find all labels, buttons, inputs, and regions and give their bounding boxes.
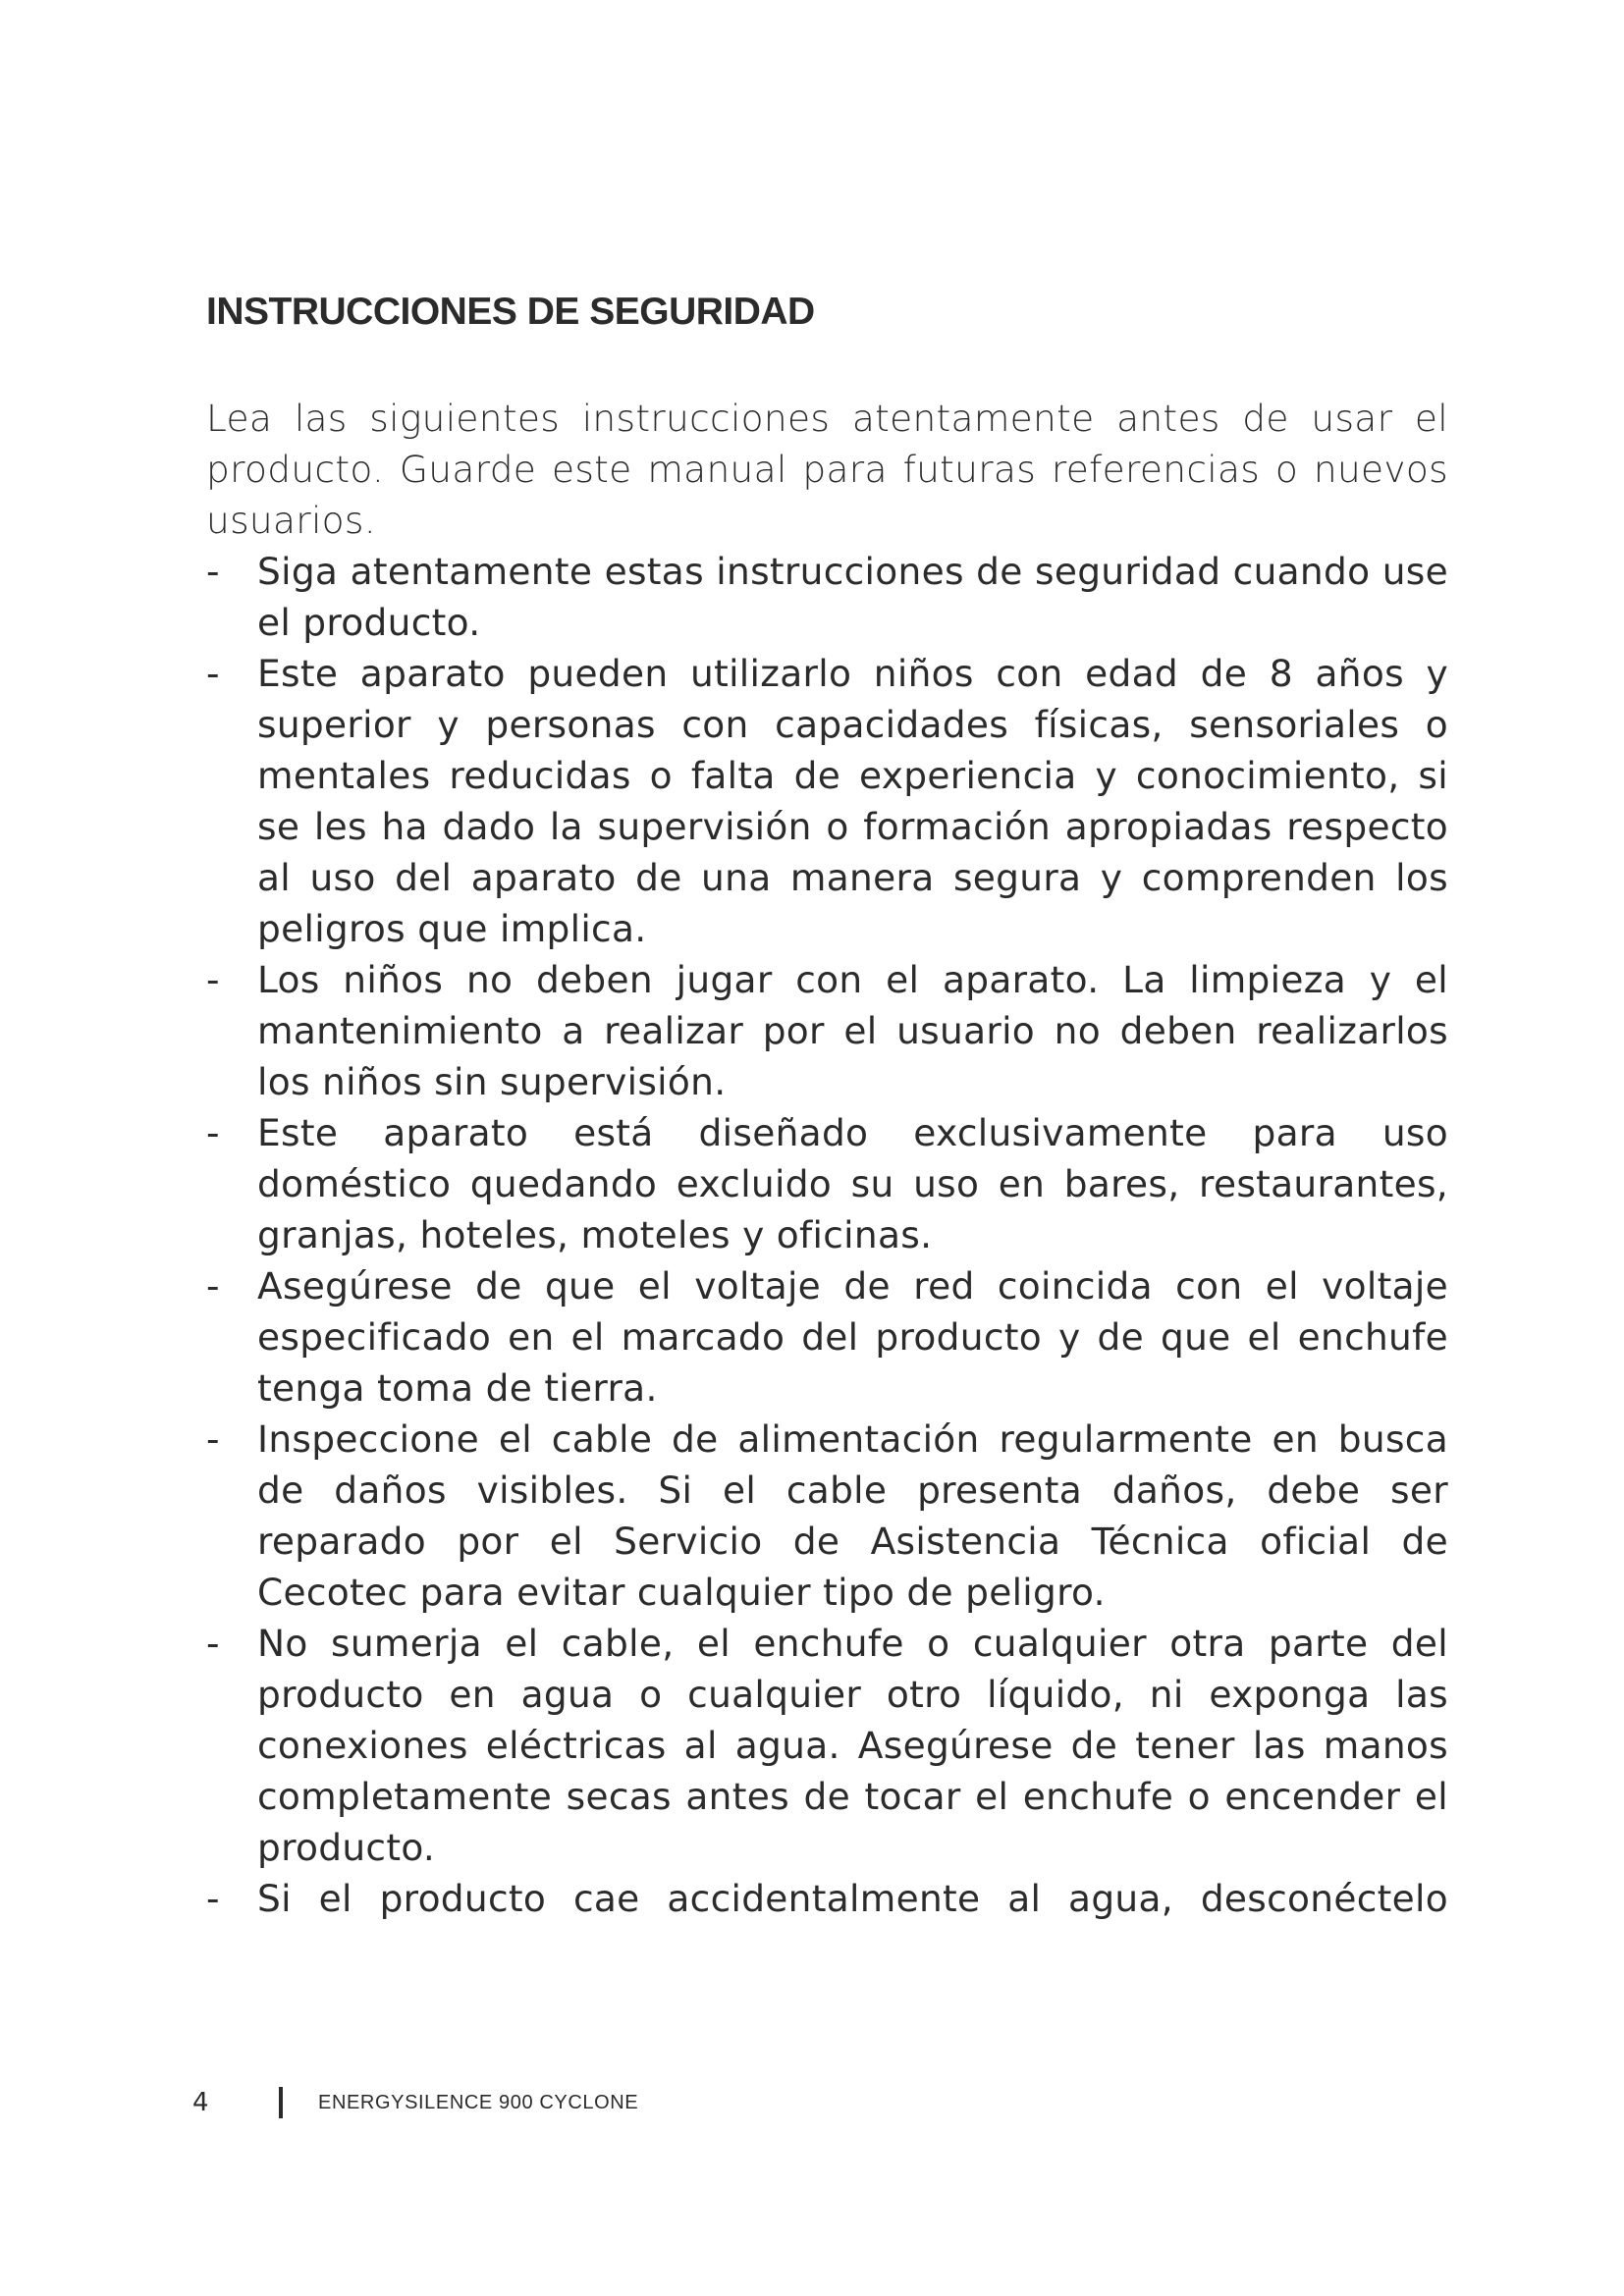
bullet-dash: - [206, 1264, 220, 1308]
list-item-text: Inspeccione el cable de alimentación regularmente en busca de daños visibles. Si el cable presenta daños, debe ser reparado por el Servicio de Asistencia Técnica oficial de Cecotec para evitar cualquier tipo de peligro. [257, 1417, 1448, 1614]
list-item [206, 1414, 1448, 1618]
page-number: 4 [192, 2088, 209, 2117]
list-item-text: Si el producto cae accidentalmente al agua, desconéctelo [257, 1877, 1448, 1920]
bullet-dash: - [206, 1622, 220, 1665]
intro-paragraph: Lea las siguientes instrucciones atentamente antes de usar el producto. Guarde este manual para futuras referencias o nuevos usuarios. [206, 397, 1448, 542]
list-item [206, 546, 1448, 648]
list-item [206, 954, 1448, 1107]
bullet-dash: - [206, 1417, 220, 1461]
bullet-dash: - [206, 652, 220, 695]
bullet-dash: - [206, 550, 220, 593]
bullet-dash: - [206, 958, 220, 1001]
list-item-text: No sumerja el cable, el enchufe o cualquier otra parte del producto en agua o cualquier otro líquido, ni exponga las conexiones eléctricas al agua. Asegúrese de tener las manos completamente secas antes de tocar el enchufe o encender el producto. [257, 1622, 1448, 1869]
list-item [206, 1107, 1448, 1260]
bullet-dash: - [206, 1111, 220, 1154]
list-item [206, 648, 1448, 954]
page-content [206, 283, 1448, 1924]
list-item-text: Siga atentamente estas instrucciones de seguridad cuando use el producto. [257, 550, 1448, 644]
list-item-text: Los niños no deben jugar con el aparato. La limpieza y el mantenimiento a realizar por el usuario no deben realizarlos los niños sin supervisión. [257, 958, 1448, 1103]
list-item [206, 1260, 1448, 1414]
bullet-dash: - [206, 1877, 220, 1920]
page-footer [192, 2083, 638, 2122]
footer-product-name: ENERGYSILENCE 900 CYCLONE [318, 2091, 639, 2113]
list-item-text: Este aparato está diseñado exclusivamente para uso doméstico quedando excluido su uso en bares, restaurantes, granjas, hoteles, moteles y oficinas. [257, 1111, 1448, 1256]
list-item-text: Este aparato pueden utilizarlo niños con edad de 8 años y superior y personas con capacidades físicas, sensoriales o mentales reducidas o falta de experiencia y conocimiento, si se les ha dado la supervisión o formación apropiadas respecto al uso del aparato de una manera segura y comprenden los peligros que implica. [257, 652, 1448, 950]
list-item [206, 1873, 1448, 1924]
list-item [206, 1618, 1448, 1873]
page-title: INSTRUCCIONES DE SEGURIDAD [206, 291, 815, 333]
list-item-text: Asegúrese de que el voltaje de red coincida con el voltaje especificado en el marcado del producto y de que el enchufe tenga toma de tierra. [257, 1264, 1448, 1410]
safety-instructions-list [206, 546, 1448, 1924]
footer-divider [279, 2087, 283, 2118]
